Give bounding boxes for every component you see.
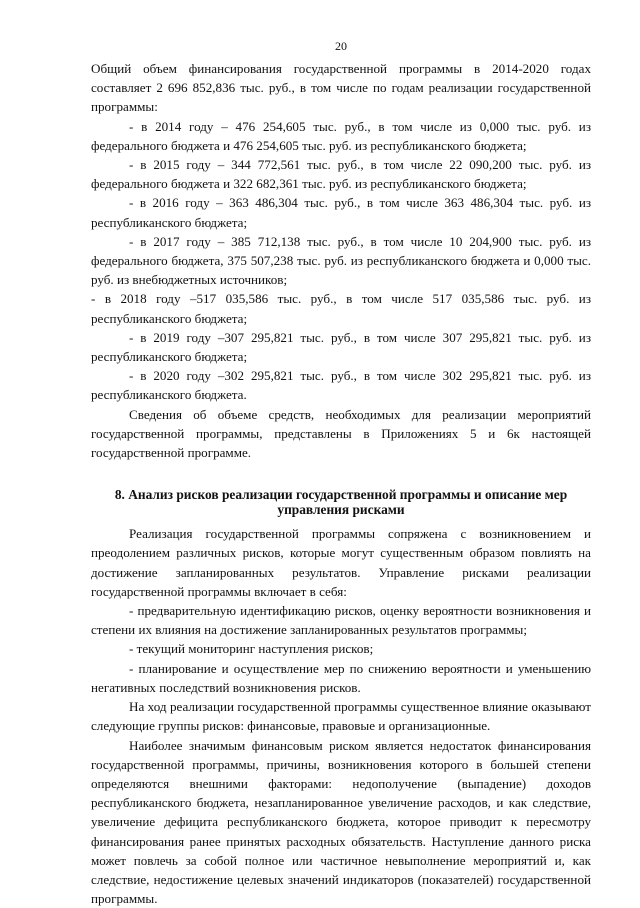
risk-item-identification: - предварительную идентификацию рисков, оценку вероятности возникновения и степени их влияния на достижение запланированных результатов программы;	[91, 601, 591, 639]
funding-2020: - в 2020 году –302 295,821 тыс. руб., в том числе 302 295,821 тыс. руб. из республиканского бюджета.	[91, 366, 591, 404]
appendix-note: Сведения об объеме средств, необходимых для реализации мероприятий государственной программы, представлены в Приложениях 5 и 6к настоящей государственной программе.	[91, 405, 591, 463]
financial-risk: Наиболее значимым финансовым риском является недостаток финансирования государственной программы, причины, возникновения которого в большей степени определяются внешними факторами: недополучение (выпадение) доходов республиканского бюджета, незапланированное увеличение расходов, и как следствие, увеличение дефицита республиканского бюджета, которое приводит к пересмотру финансирования ранее принятых расходных обязательств. Наступление данного риска может повлечь за собой полное или частичное невыполнение мероприятий и, как следствие, недостижение целевых значений индикаторов (показателей) государственной программы.	[91, 736, 591, 908]
funding-2018: - в 2018 году –517 035,586 тыс. руб., в том числе 517 035,586 тыс. руб. из республиканского бюджета;	[91, 289, 591, 327]
funding-2014: - в 2014 году – 476 254,605 тыс. руб., в том числе из 0,000 тыс. руб. из федерального бюджета и 476 254,605 тыс. руб. из республиканского бюджета;	[91, 117, 591, 155]
risk-intro: Реализация государственной программы сопряжена с возникновением и преодолением различных рисков, которые могут существенным образом повлиять на достижение запланированных результатов. Управление рисками реализации государственной программы включает в себя:	[91, 524, 591, 601]
funding-2015: - в 2015 году – 344 772,561 тыс. руб., в том числе 22 090,200 тыс. руб. из федерального бюджета и 322 682,361 тыс. руб. из республиканского бюджета;	[91, 155, 591, 193]
risk-groups: На ход реализации государственной программы существенное влияние оказывают следующие группы рисков: финансовые, правовые и организационные.	[91, 697, 591, 735]
page-number: 20	[91, 38, 591, 54]
funding-2017: - в 2017 году – 385 712,138 тыс. руб., в том числе 10 204,900 тыс. руб. из федерального бюджета, 375 507,238 тыс. руб. из республиканского бюджета и 0,000 тыс. руб. из внебюджетных источников;	[91, 232, 591, 290]
section-heading: 8. Анализ рисков реализации государственной программы и описание мер управления рисками	[91, 487, 591, 517]
funding-2019: - в 2019 году –307 295,821 тыс. руб., в том числе 307 295,821 тыс. руб. из республиканского бюджета;	[91, 328, 591, 366]
funding-2016: - в 2016 году – 363 486,304 тыс. руб., в том числе 363 486,304 тыс. руб. из республиканского бюджета;	[91, 193, 591, 231]
document-page	[91, 38, 591, 908]
funding-intro: Общий объем финансирования государственной программы в 2014-2020 годах составляет 2 696 852,836 тыс. руб., в том числе по годам реализации государственной программы:	[91, 59, 591, 117]
risk-item-planning: - планирование и осуществление мер по снижению вероятности и уменьшению негативных последствий возникновения рисков.	[91, 659, 591, 697]
risk-item-monitoring: - текущий мониторинг наступления рисков;	[91, 639, 591, 658]
